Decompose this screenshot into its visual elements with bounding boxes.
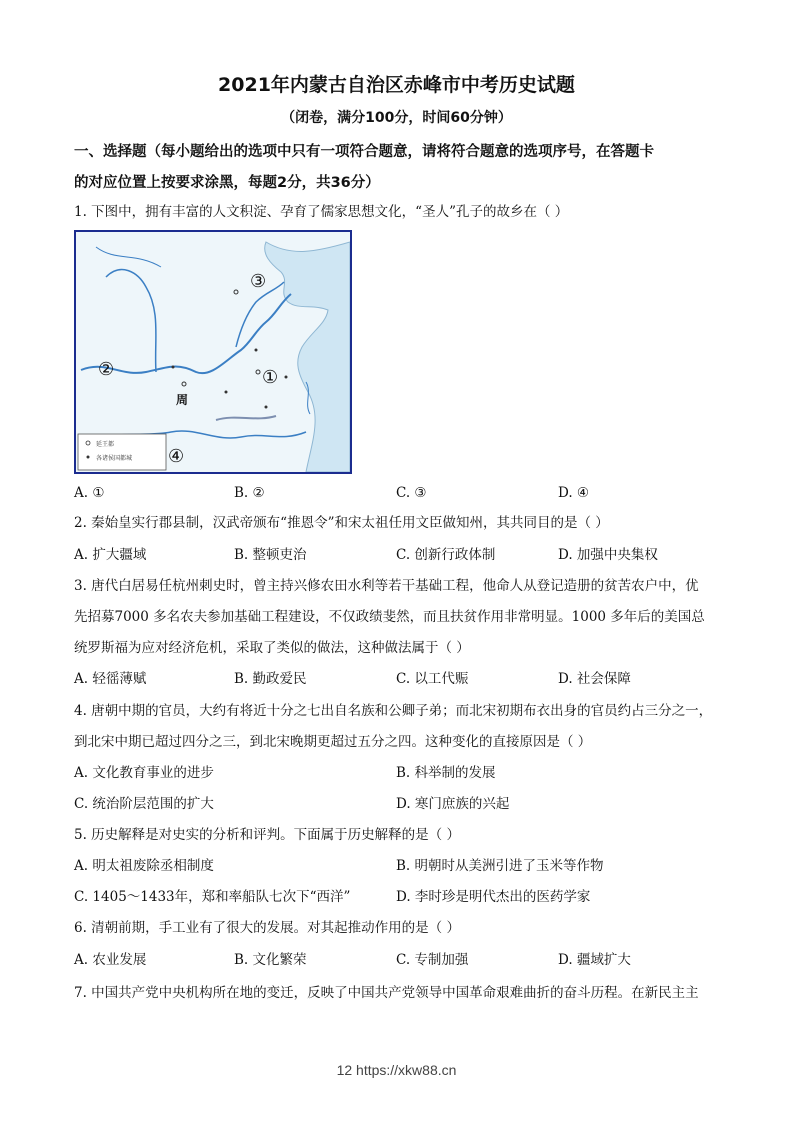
legend-item-capital: 延王都 bbox=[96, 441, 115, 448]
q2-option-b[interactable]: B. 整顿吏治 bbox=[234, 547, 307, 563]
q1-option-b[interactable]: B. ② bbox=[234, 485, 265, 501]
q6-option-c[interactable]: C. 专制加强 bbox=[396, 952, 469, 968]
question-2-stem: 2. 秦始皇实行郡县制，汉武帝颁布“推恩令”和宋太祖任用文臣做知州，其共同目的是（ ） bbox=[74, 515, 609, 531]
q5-option-d[interactable]: D. 李时珍是明代杰出的医药学家 bbox=[396, 889, 591, 905]
page-title: 2021年内蒙古自治区赤峰市中考历史试题 bbox=[218, 74, 575, 96]
q6-option-b[interactable]: B. 文化繁荣 bbox=[234, 952, 307, 968]
section-heading-line-2: 的对应位置上按要求涂黑，每题2分，共36分） bbox=[74, 175, 380, 191]
q1-option-c[interactable]: C. ③ bbox=[396, 485, 427, 501]
q5-option-c[interactable]: C. 1405～1433年，郑和率船队七次下“西洋” bbox=[74, 889, 351, 905]
question-6-stem: 6. 清朝前期，手工业有了很大的发展。对其起推动作用的是（ ） bbox=[74, 920, 460, 936]
map-label-3: ③ bbox=[250, 271, 267, 292]
q3-option-c[interactable]: C. 以工代赈 bbox=[396, 671, 469, 687]
question-1-stem: 1. 下图中，拥有丰富的人文积淀、孕育了儒家思想文化，“圣人”孔子的故乡在（ ） bbox=[74, 204, 569, 220]
q3-option-d[interactable]: D. 社会保障 bbox=[558, 671, 631, 687]
question-7-stem: 7. 中国共产党中央机构所在地的变迁，反映了中国共产党领导中国革命艰难曲折的奋斗历程。在新民主主 bbox=[74, 985, 699, 1001]
map-label-4: ④ bbox=[168, 446, 185, 467]
q4-option-a[interactable]: A. 文化教育事业的进步 bbox=[74, 765, 214, 781]
q1-option-a[interactable]: A. ① bbox=[74, 485, 105, 501]
section-heading-line-1: 一、选择题（每小题给出的选项中只有一项符合题意，请将符合题意的选项序号，在答题卡 bbox=[74, 144, 654, 160]
q6-option-a[interactable]: A. 农业发展 bbox=[74, 952, 147, 968]
question-1-map bbox=[74, 230, 352, 474]
q2-option-c[interactable]: C. 创新行政体制 bbox=[396, 547, 496, 563]
question-3-line-2: 先招募7000 多名农夫参加基础工程建设，不仅政绩斐然，而且扶贫作用非常明显。1000 多年后的美国总 bbox=[74, 609, 705, 625]
legend-item-vassal-capital: 各诸侯国都城 bbox=[96, 455, 133, 462]
q4-option-d[interactable]: D. 寒门庶族的兴起 bbox=[396, 796, 510, 812]
q4-option-c[interactable]: C. 统治阶层范围的扩大 bbox=[74, 796, 214, 812]
q1-option-d[interactable]: D. ④ bbox=[558, 485, 590, 501]
q4-option-b[interactable]: B. 科举制的发展 bbox=[396, 765, 496, 781]
q2-option-a[interactable]: A. 扩大疆域 bbox=[74, 547, 147, 563]
page-footer: 12 https://xkw88.cn bbox=[336, 1062, 457, 1078]
q6-option-d[interactable]: D. 疆域扩大 bbox=[558, 952, 631, 968]
question-5-stem: 5. 历史解释是对史实的分析和评判。下面属于历史解释的是（ ） bbox=[74, 827, 460, 843]
q2-option-d[interactable]: D. 加强中央集权 bbox=[558, 547, 658, 563]
q5-option-a[interactable]: A. 明太祖废除丞相制度 bbox=[74, 858, 214, 874]
page-subtitle: （闭卷，满分100分，时间60分钟） bbox=[281, 110, 512, 126]
ancient-china-map bbox=[76, 232, 350, 472]
q5-option-b[interactable]: B. 明朝时从美洲引进了玉米等作物 bbox=[396, 858, 604, 874]
q3-option-b[interactable]: B. 勤政爱民 bbox=[234, 671, 307, 687]
map-label-1: ① bbox=[262, 367, 279, 388]
question-4-line-1: 4. 唐朝中期的官员，大约有将近十分之七出自名族和公卿子弟；而北宋初期布衣出身的官员约占三分之一， bbox=[74, 703, 713, 719]
map-label-zhou: 周 bbox=[176, 393, 189, 407]
question-3-line-1: 3. 唐代白居易任杭州刺史时，曾主持兴修农田水利等若干基础工程，他命人从登记造册的贫苦农户中，优 bbox=[74, 578, 699, 594]
question-3-line-3: 统罗斯福为应对经济危机，采取了类似的做法，这种做法属于（ ） bbox=[74, 640, 470, 656]
q3-option-a[interactable]: A. 轻徭薄赋 bbox=[74, 671, 147, 687]
map-label-2: ② bbox=[98, 359, 115, 380]
question-4-line-2: 到北宋中期已超过四分之三，到北宋晚期更超过五分之四。这种变化的直接原因是（ ） bbox=[74, 734, 592, 750]
